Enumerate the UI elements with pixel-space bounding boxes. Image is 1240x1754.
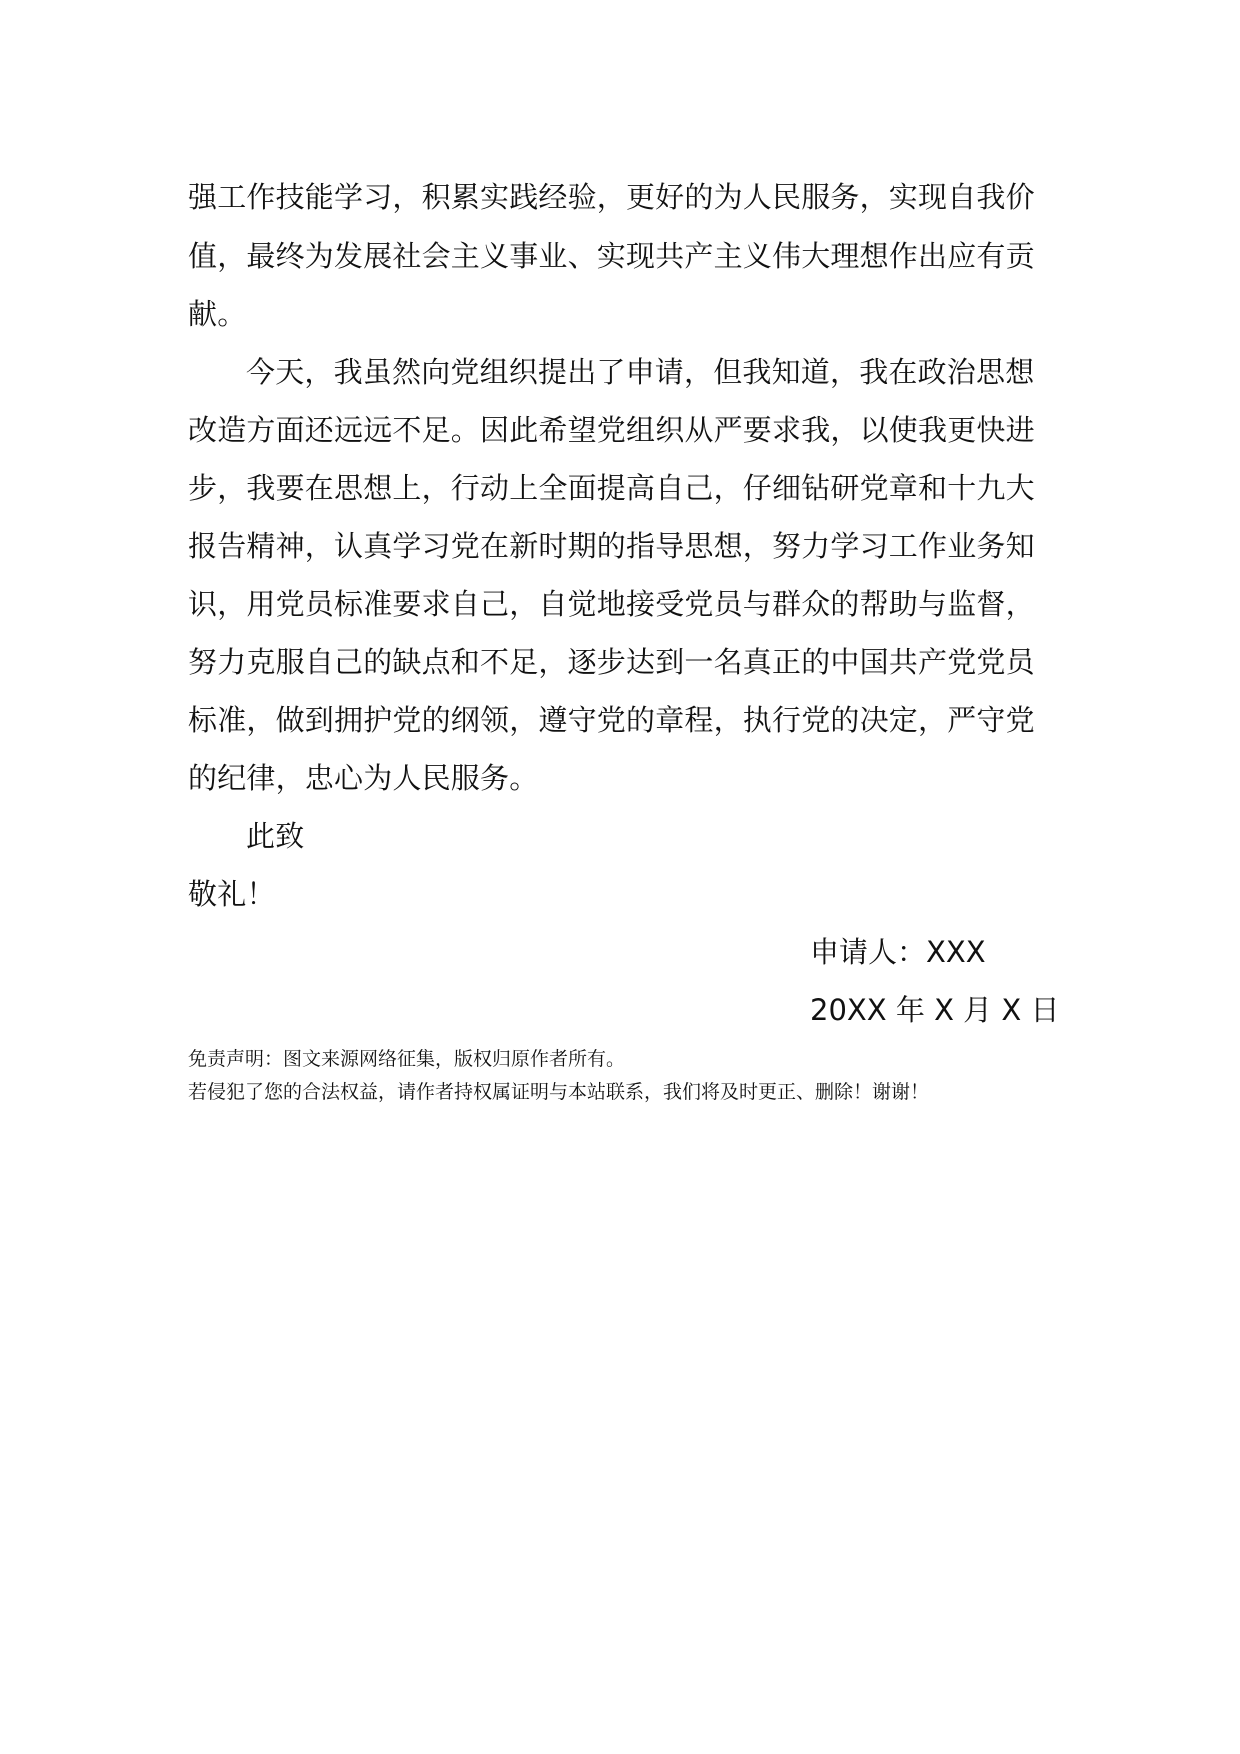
paragraph-line: 识，用党员标准要求自己，自觉地接受党员与群众的帮助与监督， [188, 587, 1035, 621]
disclaimer-line: 免责声明：图文来源网络征集，版权归原作者所有。 [188, 1048, 626, 1070]
paragraph-line: 今天，我虽然向党组织提出了申请，但我知道，我在政治思想 [246, 355, 1035, 389]
paragraph-line: 步，我要在思想上，行动上全面提高自己，仔细钻研党章和十九大 [188, 471, 1035, 505]
paragraph-line: 标准，做到拥护党的纲领，遵守党的章程，执行党的决定，严守党 [188, 703, 1035, 737]
paragraph-line: 献。 [188, 297, 247, 331]
paragraph-line: 的纪律，忠心为人民服务。 [188, 761, 539, 795]
paragraph-line: 改造方面还远远不足。因此希望党组织从严要求我，以使我更快进 [188, 413, 1035, 447]
signature-date: 20XX 年 X 月 X 日 [810, 993, 1060, 1027]
signature-applicant: 申请人：XXX [810, 935, 986, 969]
closing-respect: 敬礼！ [188, 877, 276, 911]
paragraph-line: 强工作技能学习，积累实践经验，更好的为人民服务，实现自我价 [188, 180, 1035, 214]
disclaimer-line: 若侵犯了您的合法权益，请作者持权属证明与本站联系，我们将及时更正、删除！谢谢！ [188, 1081, 930, 1103]
paragraph-line: 报告精神，认真学习党在新时期的指导思想，努力学习工作业务知 [188, 529, 1035, 563]
paragraph-line: 努力克服自己的缺点和不足，逐步达到一名真正的中国共产党党员 [188, 645, 1035, 679]
closing-salutation: 此致 [246, 819, 305, 853]
paragraph-line: 值，最终为发展社会主义事业、实现共产主义伟大理想作出应有贡 [188, 239, 1035, 273]
